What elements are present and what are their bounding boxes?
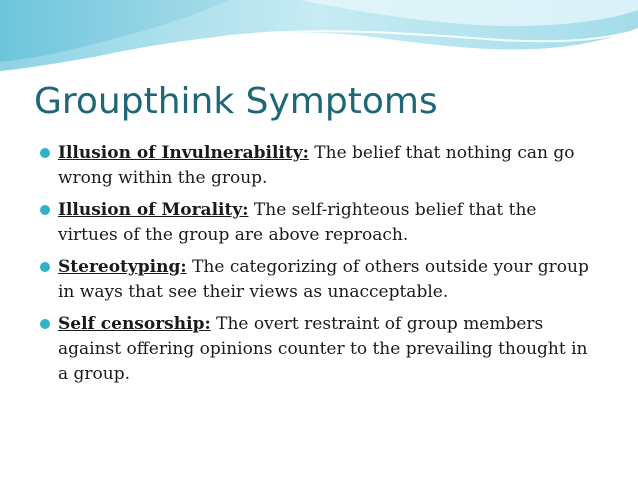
bullet-term: Stereotyping: (58, 257, 187, 277)
bullet-term: Illusion of Morality: (58, 200, 249, 220)
bullet-dot-icon (40, 319, 50, 329)
list-item-invulnerability (40, 141, 600, 191)
bullet-text: The belief that nothing can go wrong within the group. (58, 143, 575, 188)
list-item-self-censorship (40, 312, 600, 387)
bullet-text: The overt restraint of group members against offering opinions counter to the prevailing thought in a group. (58, 314, 588, 384)
bullet-dot-icon (40, 148, 50, 158)
header-wave-banner (0, 0, 638, 80)
bullet-text: The self-righteous belief that the virtues of the group are above reproach. (58, 200, 537, 245)
bullet-term: Illusion of Invulnerability: (58, 143, 309, 163)
list-item-morality (40, 198, 600, 248)
bullet-text: The categorizing of others outside your group in ways that see their views as unacceptable. (58, 257, 589, 302)
bullet-dot-icon (40, 205, 50, 215)
symptom-list (40, 141, 600, 394)
bullet-dot-icon (40, 262, 50, 272)
bullet-term: Self censorship: (58, 314, 211, 334)
list-item-stereotyping (40, 255, 600, 305)
slide-title: Groupthink Symptoms (34, 81, 438, 122)
